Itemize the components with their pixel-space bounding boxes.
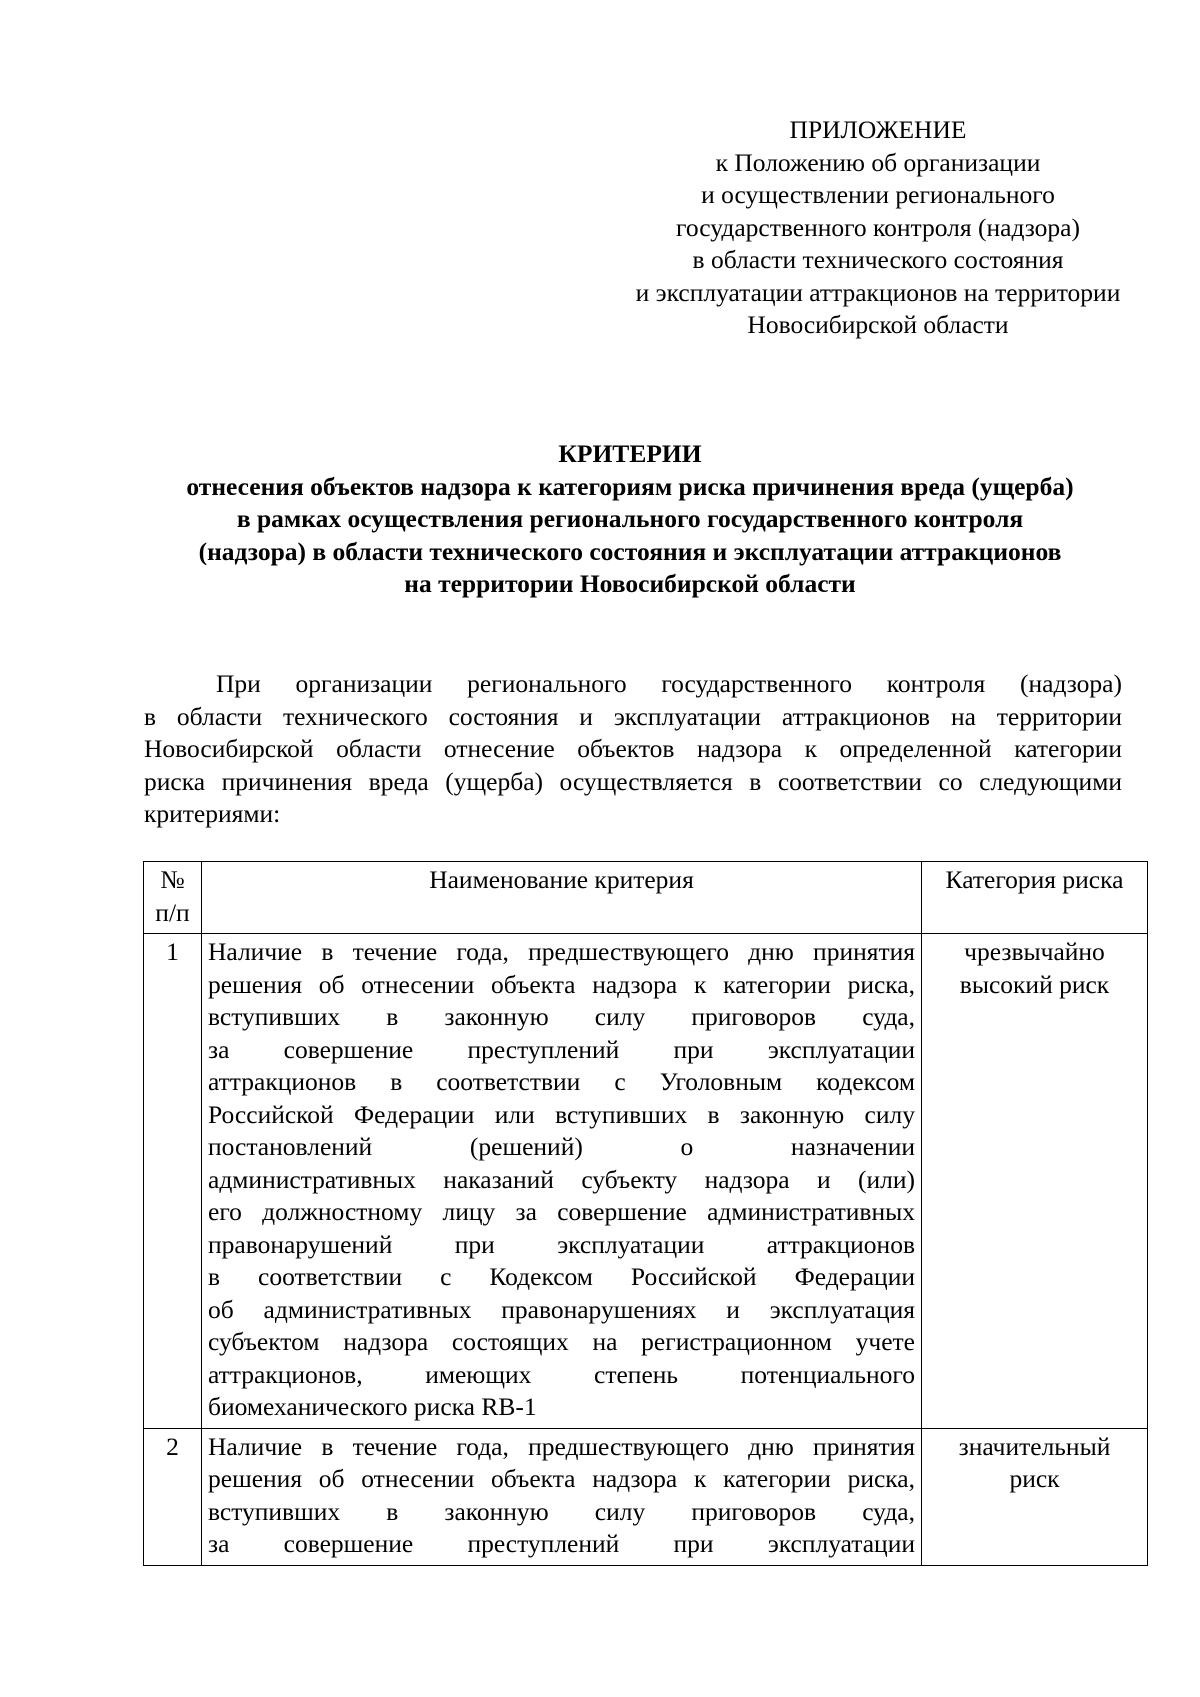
criterion-line: решения об отнесении объекта надзора к категории риска, (208, 969, 915, 999)
appendix-line: к Положению об организации (715, 147, 1041, 177)
heading-subtitle-line: на территории Новосибирской области (404, 569, 856, 598)
intro-line: в области технического состояния и эксплуатации аттракционов на территории (144, 701, 1122, 731)
intro-line: Новосибирской области отнесение объектов надзора к определенной категории (144, 734, 1122, 763)
criterion-line: вступивших в законную силу приговоров суда, (208, 1002, 915, 1031)
risk-category-line: риск (1009, 1464, 1060, 1493)
header-criterion-name: Наименование критерия (202, 862, 922, 934)
heading-title: КРИТЕРИИ (558, 439, 702, 468)
intro-line: критериями: (144, 799, 281, 828)
criteria-table (143, 861, 1148, 1566)
appendix-line: и осуществлении регионального (701, 180, 1055, 209)
table-header-row (144, 862, 1148, 934)
heading-subtitle-line: (надзора) в области технического состояния и эксплуатации аттракционов (198, 536, 1062, 566)
intro-line: риска причинения вреда (ущерба) осуществляется в соответствии со следующими (144, 766, 1122, 796)
appendix-line: Новосибирской области (747, 310, 1009, 339)
criterion-line: постановлений (решений) о назначении (208, 1132, 915, 1161)
criterion-line: Наличие в течение года, предшествующего дню принятия (208, 1431, 915, 1461)
criterion-line: Российской Федерации или вступивших в законную силу (208, 1099, 915, 1129)
header-num-abbr: п/п (155, 897, 190, 927)
table-row (144, 934, 1148, 1429)
appendix-title: ПРИЛОЖЕНИЕ (789, 115, 967, 144)
heading-subtitle-line: в рамках осуществления регионального государственного контроля (236, 504, 1024, 533)
criterion-line: субъектом надзора состоящих на регистрационном учете (208, 1327, 915, 1356)
header-num-symbol: № (160, 865, 185, 894)
header-risk-category: Категория риска (922, 862, 1148, 934)
risk-category-line: чрезвычайно (964, 937, 1105, 966)
document-heading (140, 438, 1120, 601)
heading-subtitle-line: отнесения объектов надзора к категориям риска причинения вреда (ущерба) (186, 471, 1074, 501)
criterion-line: его должностному лицу за совершение административных (208, 1197, 915, 1226)
criterion-line: аттракционов, имеющих степень потенциального (208, 1359, 915, 1389)
criterion-line: правонарушений при эксплуатации аттракционов (208, 1229, 915, 1259)
table-row (144, 1428, 1148, 1565)
criterion-line: Наличие в течение года, предшествующего дню принятия (208, 937, 915, 966)
row-number: 2 (144, 1428, 202, 1565)
criterion-text (202, 1428, 922, 1565)
intro-paragraph (144, 668, 1122, 831)
appendix-line: в области технического состояния (692, 245, 1064, 274)
criterion-line: решения об отнесении объекта надзора к категории риска, (208, 1464, 915, 1493)
appendix-line: государственного контроля (надзора) (676, 212, 1080, 242)
intro-line: При организации регионального государственного контроля (надзора) (216, 669, 1122, 698)
risk-category-line: значительный (958, 1431, 1111, 1461)
risk-category (922, 1428, 1148, 1565)
row-number: 1 (144, 934, 202, 1429)
criterion-line: административных наказаний субъекту надзора и (или) (208, 1164, 915, 1194)
appendix-block (598, 114, 1158, 342)
risk-category (922, 934, 1148, 1429)
criterion-text (202, 934, 922, 1429)
risk-category-line: высокий риск (959, 969, 1110, 999)
header-num (144, 862, 202, 934)
criterion-line: за совершение преступлений при эксплуатации (208, 1529, 915, 1558)
appendix-line: и эксплуатации аттракционов на территории (635, 277, 1121, 307)
criterion-line: вступивших в законную силу приговоров суда, (208, 1496, 915, 1526)
criterion-line: за совершение преступлений при эксплуатации (208, 1034, 915, 1064)
criterion-line: аттракционов в соответствии с Уголовным кодексом (208, 1067, 915, 1096)
criterion-line: об административных правонарушениях и эксплуатация (208, 1294, 915, 1324)
criterion-line: биомеханического риска RB-1 (208, 1392, 537, 1421)
criterion-line: в соответствии с Кодексом Российской Федерации (208, 1262, 915, 1291)
